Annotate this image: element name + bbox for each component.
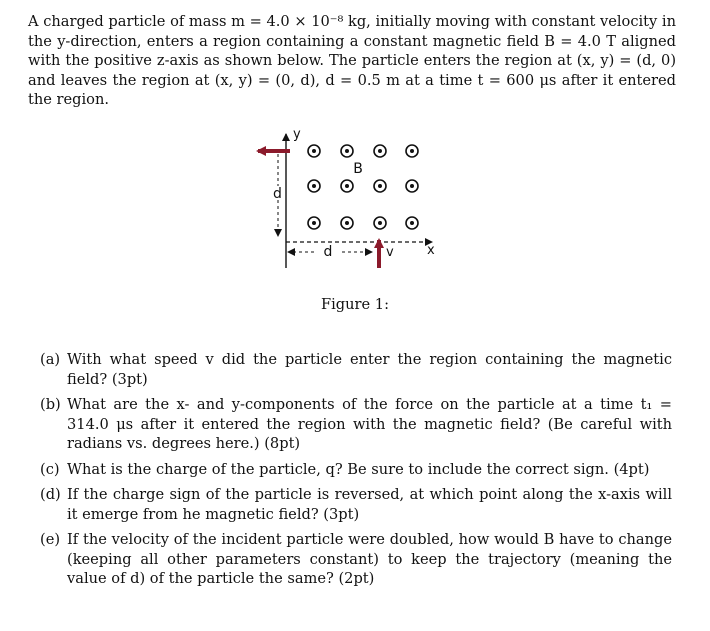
intro-line-4: region at (x, y) = (0, d), d = 0.5 m at a time t = 600 μs after it entered the region. bbox=[28, 71, 676, 108]
y-axis-label: y bbox=[293, 128, 301, 142]
intro-line-1: A charged particle of mass m = 4.0 × 10⁻⁸ kg, initially moving with constant velocity in the bbox=[28, 13, 676, 50]
question-e bbox=[40, 530, 672, 589]
problem-statement bbox=[28, 12, 676, 110]
field-out-of-page-icon bbox=[374, 217, 386, 229]
intro-line-3: positive z-axis as shown below. The particle enters the region at (x, y) = (d, 0) and leaves the bbox=[28, 52, 677, 89]
question-label: (e) bbox=[40, 531, 61, 548]
field-out-of-page-icon bbox=[341, 180, 353, 192]
field-diagram-svg bbox=[246, 128, 446, 278]
d-vertical-label: d bbox=[273, 186, 282, 202]
question-b bbox=[40, 395, 672, 454]
question-a bbox=[40, 350, 672, 389]
question-label: (a) bbox=[40, 351, 61, 368]
field-out-of-page-icon bbox=[341, 217, 353, 229]
field-symbols bbox=[308, 145, 418, 229]
field-out-of-page-icon bbox=[374, 180, 386, 192]
d-horizontal-label: d bbox=[323, 244, 333, 260]
question-d bbox=[40, 485, 672, 524]
question-label: (d) bbox=[40, 486, 61, 503]
b-field-label: B bbox=[353, 161, 363, 177]
question-list bbox=[40, 350, 672, 595]
intro-line-2: y-direction, enters a region containing a constant magnetic field B = 4.0 T aligned with the bbox=[28, 32, 677, 69]
field-out-of-page-icon bbox=[406, 217, 418, 229]
field-out-of-page-icon bbox=[374, 145, 386, 157]
question-c bbox=[40, 460, 672, 480]
question-text: What are the x- and y-components of the force on the particle at a time t₁ = 314.0 μs after it entered the region with the magnetic field? (Be careful with radians vs. degrees here.) (8pt) bbox=[67, 396, 672, 452]
x-axis-label: x bbox=[427, 243, 435, 258]
field-out-of-page-icon bbox=[308, 217, 320, 229]
question-label: (c) bbox=[40, 460, 60, 478]
velocity-label: v bbox=[386, 245, 394, 260]
question-text: If the charge sign of the particle is reversed, at which point along the x-axis will it emerge from he magnetic field? (3pt) bbox=[67, 486, 672, 523]
field-out-of-page-icon bbox=[406, 180, 418, 192]
question-label: (b) bbox=[40, 396, 61, 413]
field-out-of-page-icon bbox=[308, 180, 320, 192]
figure-caption: Figure 1: bbox=[321, 296, 389, 313]
field-out-of-page-icon bbox=[406, 145, 418, 157]
field-out-of-page-icon bbox=[341, 145, 353, 157]
question-text: If the velocity of the incident particle were doubled, how would B have to change (keeping all other parameters constant) to keep the trajectory (meaning the value of d) of the particle the same? (2pt) bbox=[67, 531, 672, 587]
field-out-of-page-icon bbox=[308, 145, 320, 157]
question-text: What is the charge of the particle, q? Be sure to include the correct sign. (4pt) bbox=[67, 460, 650, 478]
question-text: With what speed v did the particle enter the region containing the magnetic field? (3pt) bbox=[67, 351, 672, 388]
figure-diagram bbox=[246, 128, 446, 278]
